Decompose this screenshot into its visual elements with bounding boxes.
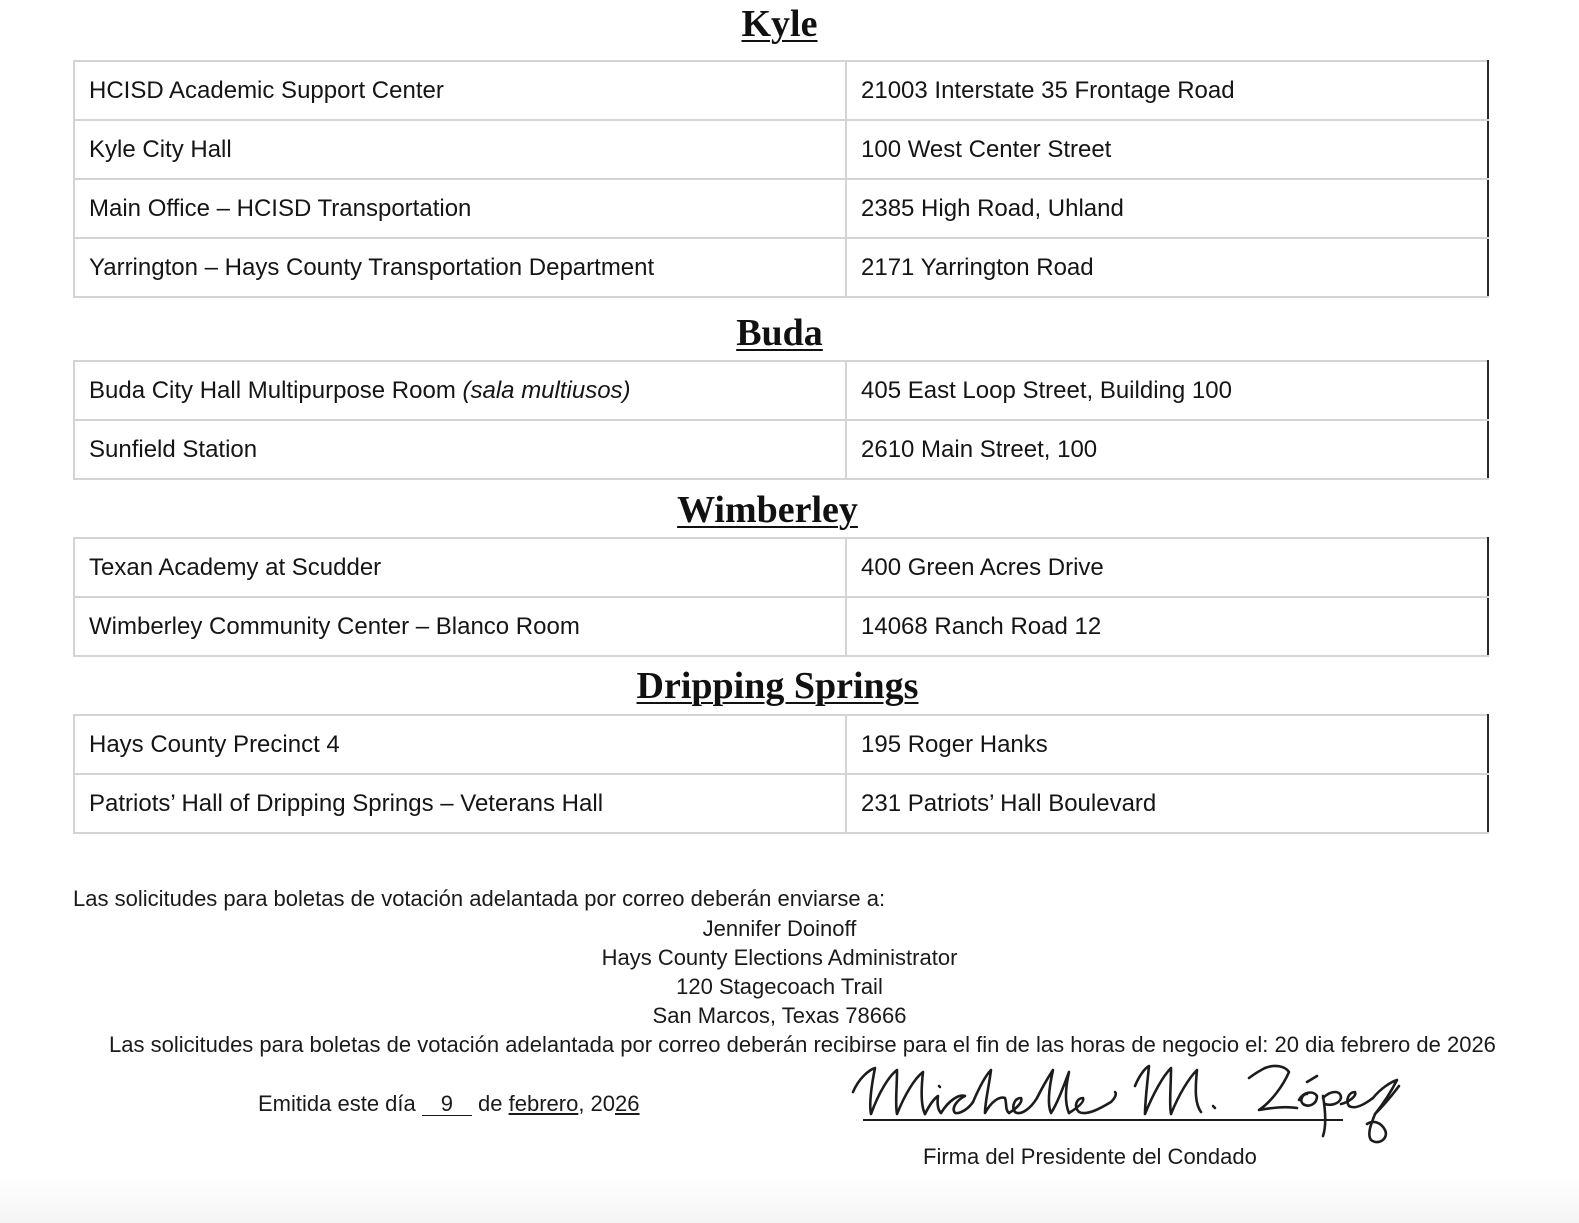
site-name: Sunfield Station <box>74 420 846 479</box>
table-row <box>74 120 1488 179</box>
buda-table <box>73 360 1489 480</box>
signature-caption: Firma del Presidente del Condado <box>923 1144 1257 1169</box>
site-name: Texan Academy at Scudder <box>74 538 846 597</box>
table-row <box>74 597 1488 656</box>
table-row <box>74 715 1488 774</box>
table-row <box>74 238 1488 297</box>
mail-street: 120 Stagecoach Trail <box>676 974 883 999</box>
site-name-cell <box>74 361 846 420</box>
site-name: HCISD Academic Support Center <box>74 61 846 120</box>
dripping-springs-table <box>73 714 1489 834</box>
section-heading-kyle: Kyle <box>741 3 818 45</box>
site-name: Yarrington – Hays County Transportation Department <box>74 238 846 297</box>
table-row <box>74 61 1488 120</box>
site-name: Buda City Hall Multipurpose Room <box>89 376 456 404</box>
section-heading-buda: Buda <box>736 312 823 354</box>
section-heading-dripping-springs: Dripping Springs <box>636 665 919 707</box>
wimberley-table <box>73 537 1489 657</box>
site-name: Hays County Precinct 4 <box>74 715 846 774</box>
table-row <box>74 538 1488 597</box>
site-address: 2610 Main Street, 100 <box>846 420 1488 479</box>
site-address: 21003 Interstate 35 Frontage Road <box>846 61 1488 120</box>
issued-month: febrero <box>508 1091 579 1116</box>
site-name: Patriots’ Hall of Dripping Springs – Veterans Hall <box>74 774 846 833</box>
kyle-table <box>73 60 1489 298</box>
issued-year-suffix: 26 <box>615 1091 640 1116</box>
table-row <box>74 179 1488 238</box>
issued-line <box>258 1089 640 1118</box>
site-name-note: (sala multiusos) <box>462 376 631 404</box>
site-address: 405 East Loop Street, Building 100 <box>846 361 1488 420</box>
site-name: Main Office – HCISD Transportation <box>74 179 846 238</box>
table-row <box>74 774 1488 833</box>
table-row <box>74 420 1488 479</box>
site-address: 195 Roger Hanks <box>846 715 1488 774</box>
issued-day: 9 <box>422 1093 472 1116</box>
site-address: 400 Green Acres Drive <box>846 538 1488 597</box>
mail-deadline: Las solicitudes para boletas de votación adelantada por correo deberán recibirse para el fin de las horas de negocio el: 20 dia febrero de 2026 <box>109 1032 1496 1057</box>
site-address: 14068 Ranch Road 12 <box>846 597 1488 656</box>
site-address: 2385 High Road, Uhland <box>846 179 1488 238</box>
site-name: Wimberley Community Center – Blanco Room <box>74 597 846 656</box>
site-address: 2171 Yarrington Road <box>846 238 1488 297</box>
mail-intro: Las solicitudes para boletas de votación adelantada por correo deberán enviarse a: <box>73 886 886 911</box>
page-bottom-shadow <box>0 1178 1579 1223</box>
mail-recipient-title: Hays County Elections Administrator <box>601 945 958 970</box>
section-heading-wimberley: Wimberley <box>677 489 858 531</box>
mail-recipient-name: Jennifer Doinoff <box>702 916 857 941</box>
issued-prefix: Emitida este día <box>258 1091 416 1116</box>
site-name: Kyle City Hall <box>74 120 846 179</box>
table-row <box>74 361 1488 420</box>
issued-de: de <box>478 1091 503 1116</box>
mail-city: San Marcos, Texas 78666 <box>652 1003 907 1028</box>
issued-year-prefix: , 20 <box>578 1091 616 1116</box>
site-address: 100 West Center Street <box>846 120 1488 179</box>
site-address: 231 Patriots’ Hall Boulevard <box>846 774 1488 833</box>
